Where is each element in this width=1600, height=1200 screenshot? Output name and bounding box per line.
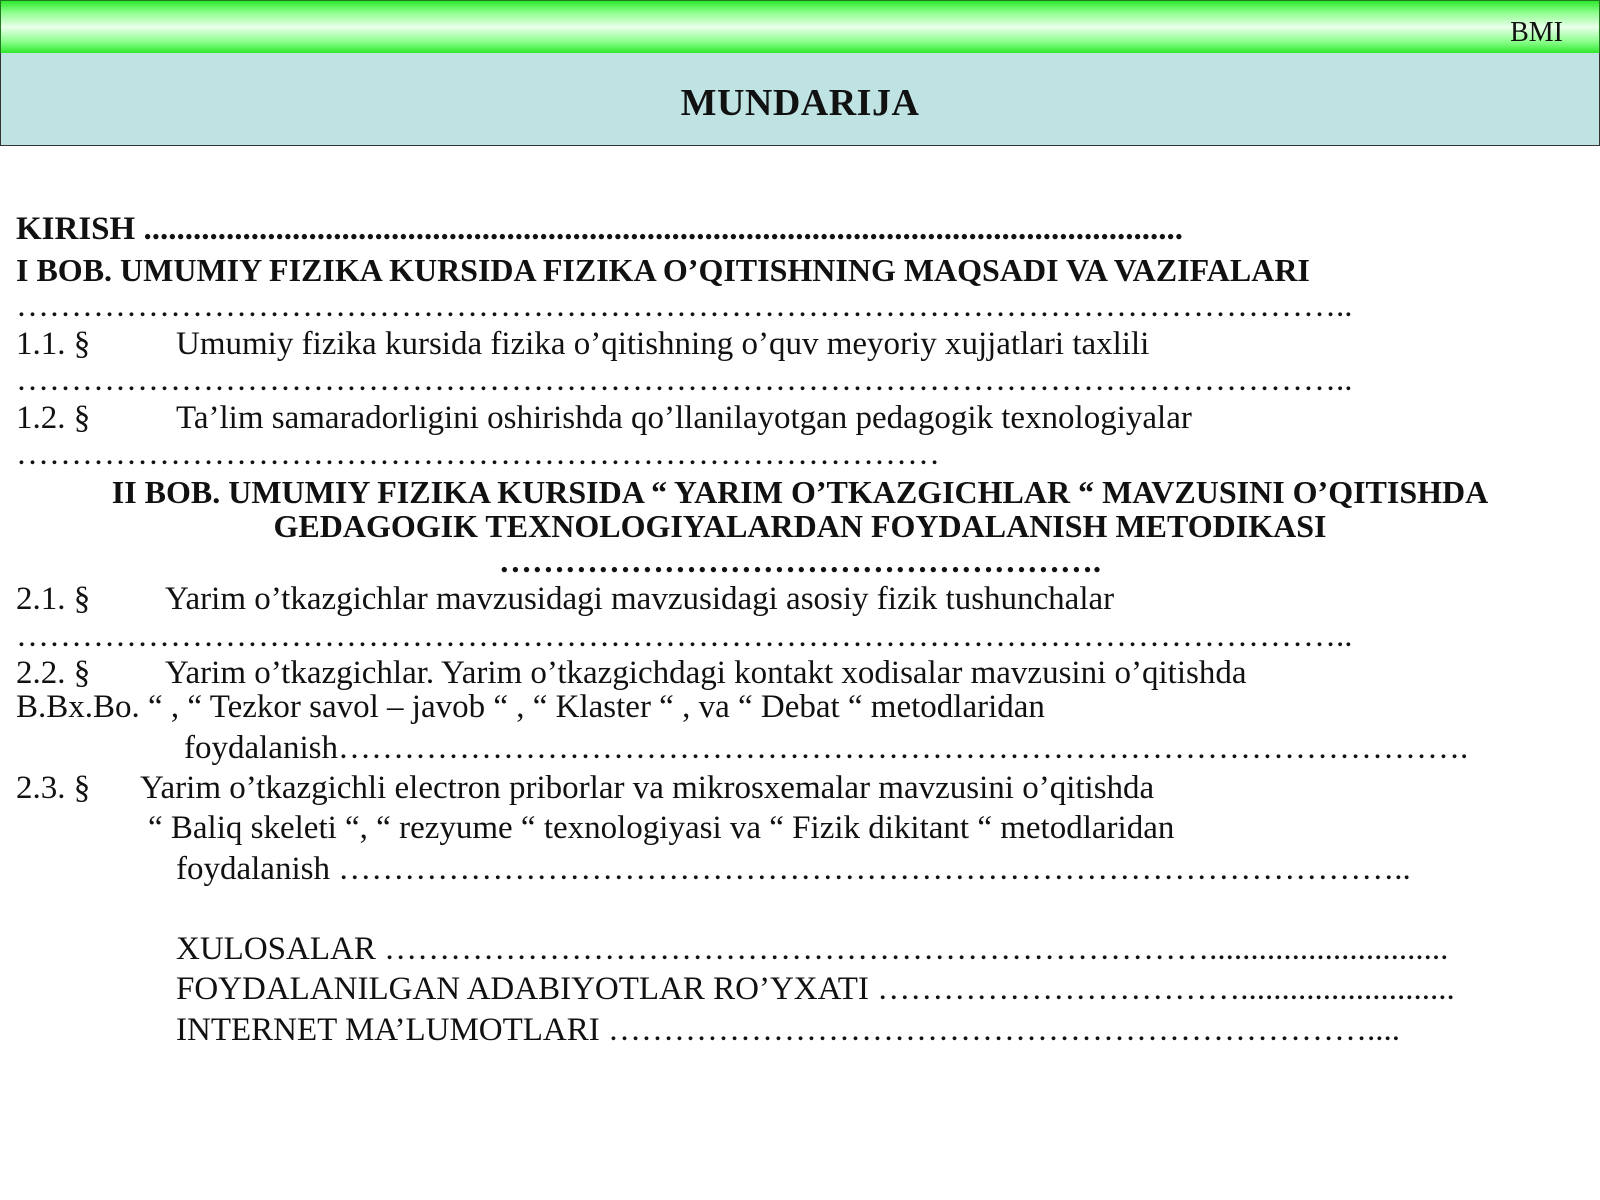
toc-section-2-2-text-line-2: B.Bx.Bo. “ , “ Tezkor savol – javob “ , “ Klaster “ , va “ Debat “ metodlaridan <box>16 689 1045 725</box>
toc-section-2-3-number: 2.3. § <box>16 770 91 806</box>
toc-chapter-1-title: I BOB. UMUMIY FIZIKA KURSIDA FIZIKA O’QITISHNING MAQSADI VA VAZIFALARI <box>16 252 1310 288</box>
toc-section-2-1-dots: ………………………………………………………………………………………………………….. <box>16 618 1353 654</box>
toc-kirish: KIRISH .............................................................................................................................. <box>16 211 1183 247</box>
toc-internet: INTERNET MA’LUMOTLARI …………………………………………………………….... <box>176 1012 1401 1048</box>
toc-section-1-1-text: Umumiy fizika kursida fizika o’qitishning o’quv meyoriy xujjatlari taxlili <box>176 326 1150 362</box>
toc-chapter-2-dots: ………………………………………………. <box>498 544 1102 580</box>
toc-section-2-2-text-line-3: foydalanish…………………………………………………………………………………………. <box>184 730 1469 766</box>
toc-xulosalar: XULOSALAR …………………………………………………………………............................. <box>176 931 1449 967</box>
toc-section-1-2-number: 1.2. § <box>16 400 91 436</box>
toc-section-2-3-text-line-3: foydalanish …………………………………………………………………………………….. <box>176 851 1411 887</box>
toc-section-2-2-number: 2.2. § <box>16 655 91 691</box>
toc-chapter-1-dots: ………………………………………………………………………………………………………….. <box>16 288 1353 324</box>
corner-label: BMI <box>1510 17 1563 48</box>
toc-section-2-3-text-line-2: “ Baliq skeleti “, “ rezyume “ texnologiyasi va “ Fizik dikitant “ metodlaridan <box>148 810 1175 846</box>
toc-chapter-2-title-line-1: II BOB. UMUMIY FIZIKA KURSIDA “ YARIM O’TKAZGICHLAR “ MAVZUSINI O’QITISHDA <box>111 474 1489 510</box>
toc-chapter-2-title-line-2: GEDAGOGIK TEXNOLOGIYALARDAN FOYDALANISH METODIKASI <box>273 508 1327 544</box>
top-banner <box>0 0 1600 54</box>
toc-section-1-2-dots: ………………………………………………………………………… <box>16 436 940 472</box>
toc-section-2-3-text-line-1: Yarim o’tkazgichli electron priborlar va mikrosxemalar mavzusini o’qitishda <box>140 770 1155 806</box>
toc-section-1-1-dots: ………………………………………………………………………………………………………….. <box>16 362 1353 398</box>
toc-section-2-1-number: 2.1. § <box>16 581 91 617</box>
toc-section-1-2-text: Ta’lim samaradorligini oshirishda qo’llanilayotgan pedagogik texnologiyalar <box>176 400 1192 436</box>
toc-section-2-1-text: Yarim o’tkazgichlar mavzusidagi mavzusidagi asosiy fizik tushunchalar <box>165 581 1115 617</box>
title-banner <box>0 53 1600 146</box>
toc-adabiyotlar: FOYDALANILGAN ADABIYOTLAR RO’YXATI …………………………….......................... <box>176 971 1455 1007</box>
toc-section-1-1-number: 1.1. § <box>16 326 91 362</box>
toc-section-2-2-text-line-1: Yarim o’tkazgichlar. Yarim o’tkazgichdagi kontakt xodisalar mavzusini o’qitishda <box>165 655 1247 691</box>
page-title: MUNDARIJA <box>680 82 920 124</box>
